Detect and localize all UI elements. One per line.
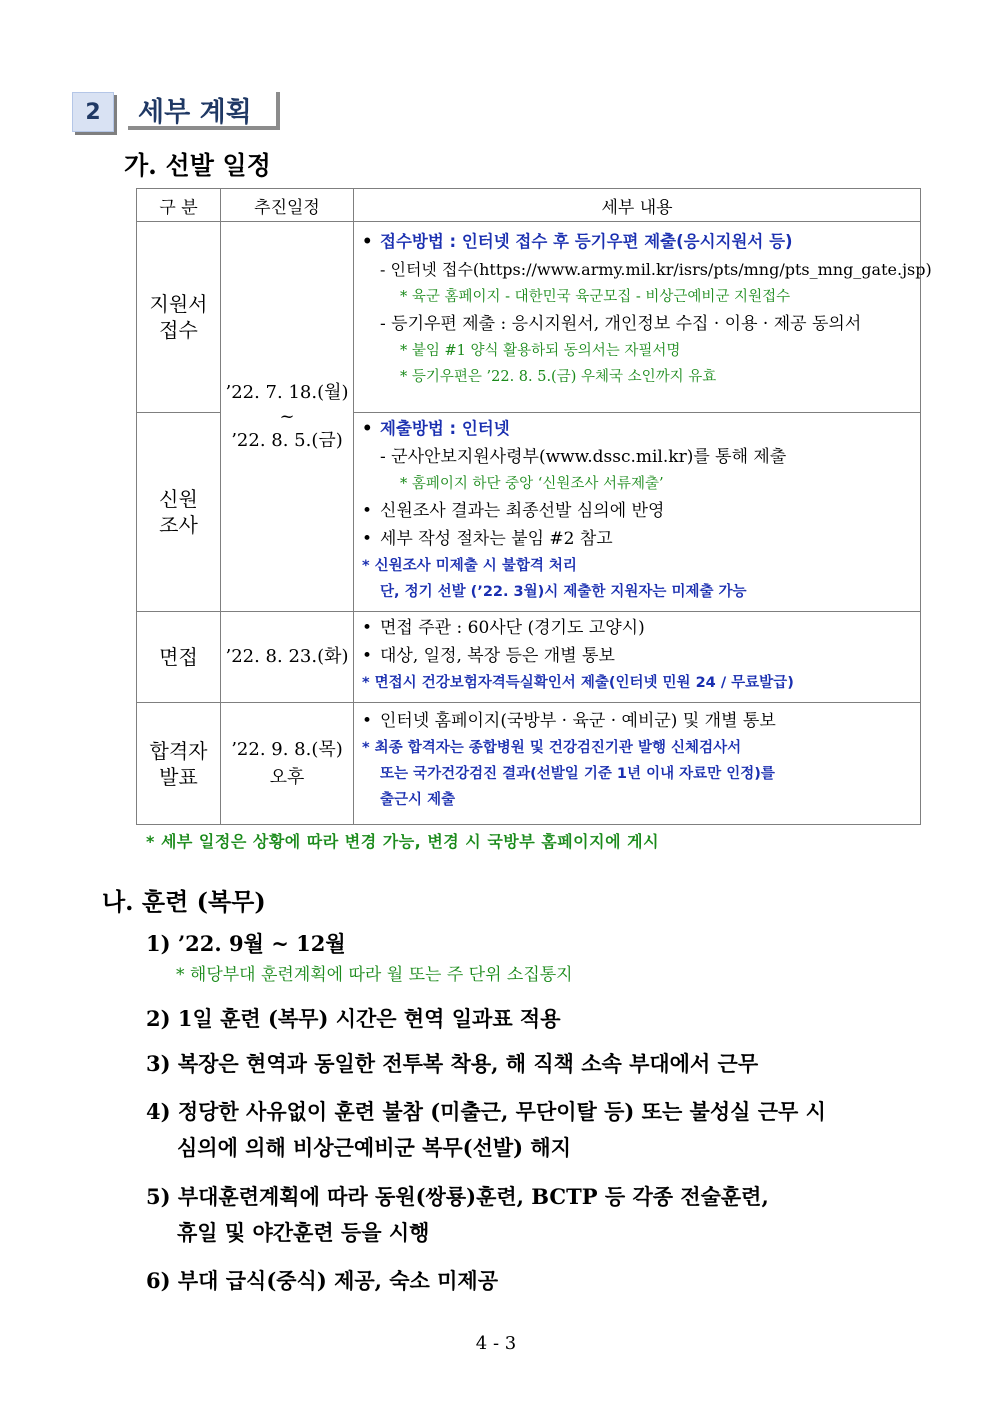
details-announcement xyxy=(354,703,921,825)
date-start: ’22. 7. 18.(월) xyxy=(225,381,349,403)
category-application: 지원서 접수 xyxy=(137,222,221,413)
category-background-check: 신원 조사 xyxy=(137,413,221,612)
list-item: - 인터넷 접수(https://www.army.mil.kr/isrs/pts/mng/pts_mng_gate.jsp) xyxy=(380,260,932,279)
training-item-5: 5) 부대훈련계획에 따라 동원(쌍룡)훈련, BCTP 등 각종 전술훈련, 휴일 및 야간훈련 등을 시행 xyxy=(146,1184,769,1245)
training-item-2: 2) 1일 훈련 (복무) 시간은 현역 일과표 적용 xyxy=(146,1006,561,1031)
list-item: • 접수방법 : 인터넷 접수 후 등기우편 제출(응시지원서 등) xyxy=(362,232,793,251)
list-item: * 최종 합격자는 종합병원 및 건강검진기관 발행 신체검사서 xyxy=(362,740,742,756)
training-item-1: 1) ’22. 9월 ~ 12월 xyxy=(146,931,346,956)
list-item: * 신원조사 미제출 시 불합격 처리 xyxy=(362,558,577,574)
details-background-check xyxy=(354,413,921,612)
list-item: • 세부 작성 절차는 붙임 #2 참고 xyxy=(362,529,613,549)
date-announcement: ’22. 9. 8.(목) 오후 xyxy=(221,703,354,825)
list-item: * 붙임 #1 양식 활용하되 동의서는 자필서명 xyxy=(400,343,681,359)
header-category: 구 분 xyxy=(137,189,221,222)
list-item: 또는 국가건강검진 결과(선발일 기준 1년 이내 자료만 인정)를 xyxy=(380,766,775,782)
list-item: - 군사안보지원사령부(www.dssc.mil.kr)를 통해 제출 xyxy=(380,447,787,467)
list-item: * 면접시 건강보험자격득실확인서 제출(인터넷 민원 24 / 무료발급) xyxy=(362,675,794,691)
list-item: * 등기우편은 ’22. 8. 5.(금) 우체국 소인까지 유효 xyxy=(400,369,717,385)
training-item-1-note: * 해당부대 훈련계획에 따라 월 또는 주 단위 소집통지 xyxy=(176,965,573,985)
list-item: • 인터넷 홈페이지(국방부 · 육군 · 예비군) 및 개별 통보 xyxy=(362,711,776,731)
table-row-announcement xyxy=(137,703,921,825)
category-announcement: 합격자 발표 xyxy=(137,703,221,825)
table-row-application xyxy=(137,222,921,413)
list-item: 출근시 제출 xyxy=(380,792,456,808)
list-item: • 제출방법 : 인터넷 xyxy=(362,419,510,438)
list-item: • 면접 주관 : 60사단 (경기도 고양시) xyxy=(362,618,645,638)
header-date: 추진일정 xyxy=(221,189,354,222)
header-details: 세부 내용 xyxy=(354,189,921,222)
page-number: 4 - 3 xyxy=(475,1333,517,1354)
date-application-period xyxy=(221,222,354,612)
list-item: * 홈페이지 하단 중앙 ‘신원조사 서류제출’ xyxy=(400,476,664,492)
date-tilde: ~ xyxy=(279,405,295,427)
training-item-4: 4) 정당한 사유없이 훈련 불참 (미출근, 무단이탈 등) 또는 불성실 근무 시 심의에 의해 비상근예비군 복무(선발) 해지 xyxy=(146,1099,826,1160)
training-item-3: 3) 복장은 현역과 동일한 전투복 착용, 해 직책 소속 부대에서 근무 xyxy=(146,1051,759,1076)
training-item-6: 6) 부대 급식(중식) 제공, 숙소 미제공 xyxy=(146,1268,499,1293)
list-item: 단, 정기 선발 (’22. 3월)시 제출한 지원자는 미제출 가능 xyxy=(380,584,747,600)
subsection-b-title: 나. 훈련 (복무) xyxy=(102,887,266,916)
section-number-badge: 2 xyxy=(72,92,114,132)
table-row-interview xyxy=(137,612,921,703)
schedule-footnote: * 세부 일정은 상황에 따라 변경 가능, 변경 시 국방부 홈페이지에 게시 xyxy=(146,832,660,851)
category-interview: 면접 xyxy=(137,612,221,703)
section-title: 세부 계획 xyxy=(128,92,280,130)
details-application xyxy=(354,222,932,413)
list-item: • 대상, 일정, 복장 등은 개별 통보 xyxy=(362,646,615,666)
date-end: ’22. 8. 5.(금) xyxy=(231,429,343,451)
selection-schedule-table xyxy=(136,188,932,825)
list-item: - 등기우편 제출 : 응시지원서, 개인정보 수집 · 이용 · 제공 동의서 xyxy=(380,314,862,334)
date-interview: ’22. 8. 23.(화) xyxy=(221,612,354,703)
list-item: * 육군 홈페이지 - 대한민국 육군모집 - 비상근예비군 지원접수 xyxy=(400,289,791,305)
table-header-row xyxy=(137,189,921,222)
details-interview xyxy=(354,612,921,703)
subsection-a-title: 가. 선발 일정 xyxy=(124,151,271,180)
list-item: • 신원조사 결과는 최종선발 심의에 반영 xyxy=(362,501,665,521)
